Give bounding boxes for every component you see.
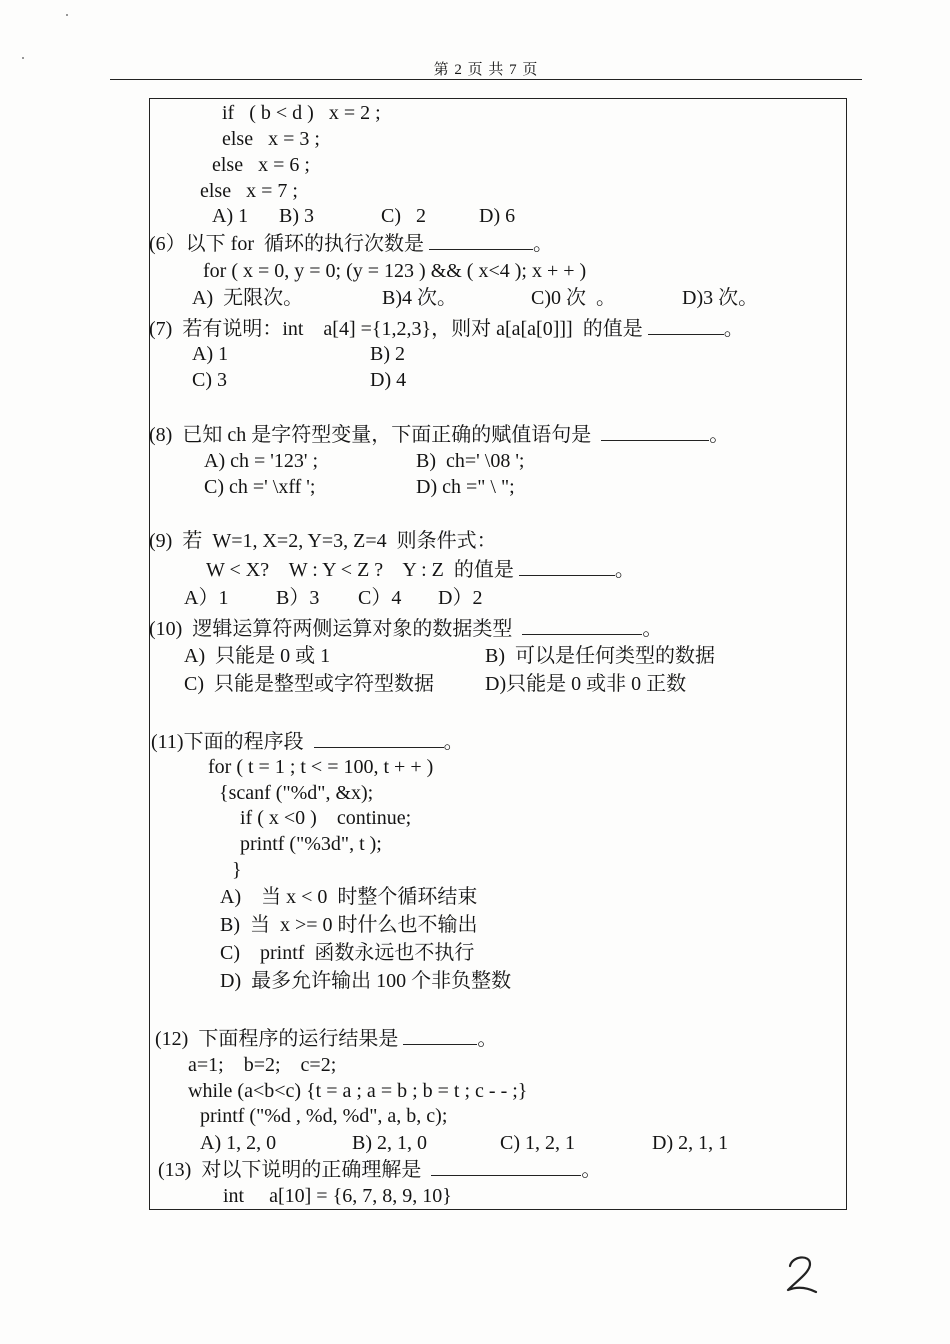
option-a: A) 无限次。 <box>192 287 304 309</box>
question-13-stem <box>158 1157 601 1182</box>
question-stem-text: (12) 下面程序的运行结果是 <box>155 1028 399 1050</box>
option-c: C）4 <box>358 587 402 609</box>
code-line: while (a<b<c) {t = a ; a = b ; b = t ; c - - ;} <box>188 1080 528 1102</box>
question-11-stem <box>151 729 464 754</box>
option-a: A) ch = '123' ; <box>204 450 319 472</box>
stem-end: 。 <box>723 318 744 340</box>
stem-end: 。 <box>614 559 635 581</box>
code-line: if ( b < d ) x = 2 ; <box>222 102 381 124</box>
option-b: B) ch=' \08 '; <box>416 450 525 472</box>
scan-speck <box>22 57 24 59</box>
question-7-stem <box>149 316 744 341</box>
option-d: D) 4 <box>370 369 407 391</box>
question-8-stem <box>149 422 729 447</box>
option-d: D) 最多允许输出 100 个非负整数 <box>220 970 512 992</box>
option-a: A) 当 x < 0 时整个循环结束 <box>220 886 478 908</box>
option-c: C) 只能是整型或字符型数据 <box>184 673 434 695</box>
option-b: B) 2, 1, 0 <box>352 1132 427 1154</box>
option-b: B) 可以是任何类型的数据 <box>485 645 715 667</box>
option-c: C) 2 <box>381 205 426 227</box>
question-stem-text: (6）以下 for 循环的执行次数是 <box>149 233 424 255</box>
question-stem-text: (8) 已知 ch 是字符型变量，下面正确的赋值语句是 <box>149 424 592 446</box>
question-9-expression <box>206 557 635 582</box>
option-d: D) ch =" \ "; <box>416 476 515 498</box>
answer-blank <box>522 616 642 635</box>
code-line: a=1; b=2; c=2; <box>188 1054 337 1076</box>
condition-expression: W < X? W : Y < Z ? Y : Z 的值是 <box>206 559 514 581</box>
option-b: B)4 次。 <box>382 287 457 309</box>
answer-blank <box>429 231 533 250</box>
stem-end: 。 <box>709 424 730 446</box>
code-line: printf ("%d , %d, %d", a, b, c); <box>200 1105 448 1127</box>
answer-blank <box>314 729 444 748</box>
scan-speck <box>66 14 68 16</box>
option-d: D) 6 <box>479 205 516 227</box>
code-line: else x = 3 ; <box>222 128 320 150</box>
question-stem-text: (13) 对以下说明的正确理解是 <box>158 1159 422 1181</box>
option-b: B) 2 <box>370 343 405 365</box>
option-c: C) 1, 2, 1 <box>500 1132 575 1154</box>
option-d: D)3 次。 <box>682 287 759 309</box>
code-line: else x = 6 ; <box>212 154 310 176</box>
answer-blank <box>519 557 615 576</box>
option-a: A) 只能是 0 或 1 <box>184 645 331 667</box>
code-line: int a[10] = {6, 7, 8, 9, 10} <box>223 1185 452 1207</box>
answer-blank <box>601 422 709 441</box>
question-stem-text: (11)下面的程序段 <box>151 731 304 753</box>
option-c: C) ch =' \xff '; <box>204 476 316 498</box>
question-stem-text: (7) 若有说明：int a[4] ={1,2,3}，则对 a[a[a[0]]] 的值是 <box>149 318 643 340</box>
answer-blank <box>431 1157 581 1176</box>
code-line: printf ("%3d", t ); <box>240 833 382 855</box>
option-a: A) 1 <box>192 343 229 365</box>
option-b: B）3 <box>276 587 320 609</box>
option-d: D）2 <box>438 587 483 609</box>
code-line: {scanf ("%d", &x); <box>219 782 374 804</box>
code-line: else x = 7 ; <box>200 180 298 202</box>
stem-end: 。 <box>477 1028 498 1050</box>
option-c: C)0 次 。 <box>531 287 616 309</box>
stem-end: 。 <box>581 1159 602 1181</box>
code-line: } <box>232 859 242 881</box>
question-6-stem <box>149 231 553 256</box>
question-9-stem: (9) 若 W=1, X=2, Y=3, Z=4 则条件式： <box>149 530 497 552</box>
option-b: B) 3 <box>279 205 314 227</box>
header-rule <box>110 79 862 80</box>
answer-blank <box>648 316 724 335</box>
option-b: B) 当 x >= 0 时什么也不输出 <box>220 914 478 936</box>
option-d: D) 2, 1, 1 <box>652 1132 729 1154</box>
stem-end: 。 <box>443 731 464 753</box>
handwritten-page-number <box>784 1252 820 1296</box>
question-10-stem <box>149 616 662 641</box>
question-stem-text: (10) 逻辑运算符两侧运算对象的数据类型 <box>149 618 513 640</box>
option-a: A）1 <box>184 587 229 609</box>
code-line: for ( t = 1 ; t < = 100, t + + ) <box>208 756 434 778</box>
option-a: A) 1 <box>212 205 249 227</box>
answer-blank <box>403 1026 477 1045</box>
option-c: C) printf 函数永远也不执行 <box>220 942 475 964</box>
stem-end: 。 <box>532 233 553 255</box>
stem-end: 。 <box>642 618 663 640</box>
code-line: for ( x = 0, y = 0; (y = 123 ) && ( x<4 ); x + + ) <box>203 260 587 282</box>
option-c: C) 3 <box>192 369 227 391</box>
code-line: if ( x <0 ) continue; <box>240 807 412 829</box>
option-a: A) 1, 2, 0 <box>200 1132 277 1154</box>
option-d: D)只能是 0 或非 0 正数 <box>485 673 687 695</box>
question-12-stem <box>155 1026 497 1051</box>
page-header: 第 2 页 共 7 页 <box>433 62 539 78</box>
